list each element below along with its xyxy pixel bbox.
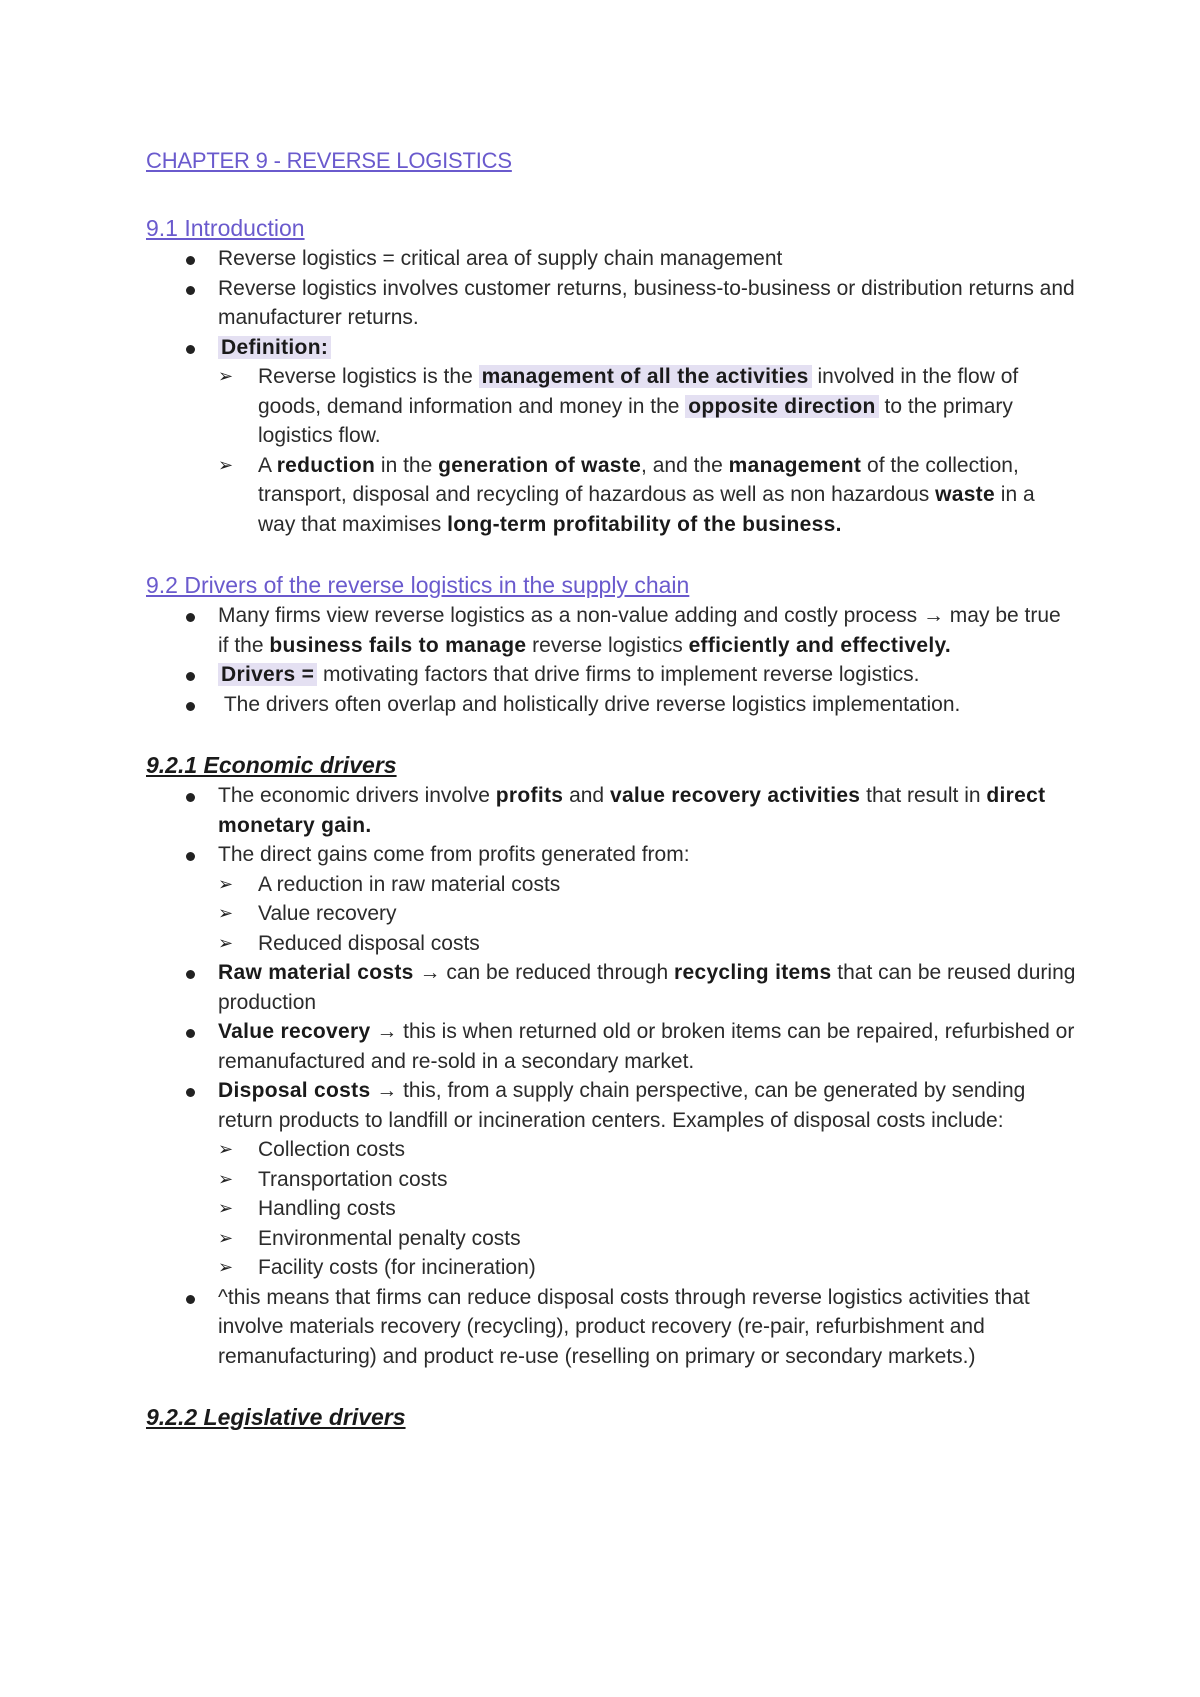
list-item: Disposal costs → this, from a supply chain perspective, can be generated by sending return products to landfill or incineration centers. Examples of disposal costs include: ➢ Collection costs ➢ Transportation costs ➢ Handling costs ➢ Environmental penalty costs ➢ Facility costs (for incineration)	[146, 1076, 1076, 1283]
arrow-bullet-icon: ➢	[218, 366, 234, 387]
list-item: ➢ Facility costs (for incineration)	[218, 1253, 1076, 1283]
bullet-list-9-1	[146, 244, 1076, 539]
subsection-heading-9-2-1: 9.2.1 Economic drivers	[146, 752, 397, 778]
arrow-bullet-icon: ➢	[218, 454, 234, 476]
arrow-bullet-icon: ➢	[218, 1139, 234, 1160]
list-item: ➢ A reduction in the generation of waste, and the management of the collection, transport, disposal and recycling of hazardous as well as non hazardous waste in a way that maximises long-term profitability of the business.	[218, 451, 1076, 540]
list-item: ➢ A reduction in raw material costs	[218, 870, 1076, 900]
arrow-bullet-icon: ➢	[218, 1257, 234, 1278]
list-item: ➢ Reverse logistics is the management of all the activities involved in the flow of goods, demand information and money in the opposite direction to the primary logistics flow.	[218, 362, 1076, 451]
list-item	[146, 333, 1076, 540]
subsection-heading-9-2-2: 9.2.2 Legislative drivers	[146, 1404, 406, 1430]
arrow-bullet-icon: ➢	[218, 932, 234, 954]
list-item: ➢ Environmental penalty costs	[218, 1224, 1076, 1254]
list-item: Reverse logistics = critical area of supply chain management	[146, 244, 1076, 274]
list-item: Raw material costs → can be reduced through recycling items that can be reused during production	[146, 958, 1076, 1017]
list-item: Many firms view reverse logistics as a non-value adding and costly process → may be true if the business fails to manage reverse logistics efficiently and effectively.	[146, 601, 1076, 660]
bullet-list-9-2-1	[146, 781, 1076, 1371]
arrow-bullet-icon: ➢	[218, 1227, 234, 1249]
list-item: The drivers often overlap and holistically drive reverse logistics implementation.	[146, 690, 1076, 720]
list-item: The economic drivers involve profits and value recovery activities that result in direct monetary gain.	[146, 781, 1076, 840]
chapter-title: CHAPTER 9 - REVERSE LOGISTICS	[146, 148, 512, 173]
list-item: ➢ Handling costs	[218, 1194, 1076, 1224]
list-item: Reverse logistics involves customer returns, business-to-business or distribution returns and manufacturer returns.	[146, 274, 1076, 333]
list-item: Value recovery → this is when returned old or broken items can be repaired, refurbished or remanufactured and re-sold in a secondary market.	[146, 1017, 1076, 1076]
section-heading-9-2: 9.2 Drivers of the reverse logistics in the supply chain	[146, 572, 690, 598]
list-item: ➢ Collection costs	[218, 1135, 1076, 1165]
bullet-list-9-2	[146, 601, 1076, 719]
list-item: Drivers = motivating factors that drive firms to implement reverse logistics.	[146, 660, 1076, 690]
section-heading-9-1: 9.1 Introduction	[146, 215, 305, 241]
definition-label: Definition:	[218, 336, 331, 359]
arrow-list	[218, 870, 1076, 959]
arrow-list	[218, 362, 1076, 539]
list-item: The direct gains come from profits generated from: ➢ A reduction in raw material costs ➢ Value recovery ➢ Reduced disposal costs	[146, 840, 1076, 958]
arrow-list	[218, 1135, 1076, 1283]
arrow-bullet-icon: ➢	[218, 1198, 234, 1219]
list-item: ➢ Transportation costs	[218, 1165, 1076, 1195]
list-item: ➢ Reduced disposal costs	[218, 929, 1076, 959]
list-item: ^this means that firms can reduce disposal costs through reverse logistics activities that involve materials recovery (recycling), product recovery (re-pair, refurbishment and remanufacturing) and product re-use (reselling on primary or secondary markets.)	[146, 1283, 1076, 1372]
arrow-bullet-icon: ➢	[218, 903, 234, 924]
document-page	[146, 146, 1076, 1433]
list-item: ➢ Value recovery	[218, 899, 1076, 929]
arrow-bullet-icon: ➢	[218, 1168, 234, 1190]
arrow-bullet-icon: ➢	[218, 873, 234, 895]
